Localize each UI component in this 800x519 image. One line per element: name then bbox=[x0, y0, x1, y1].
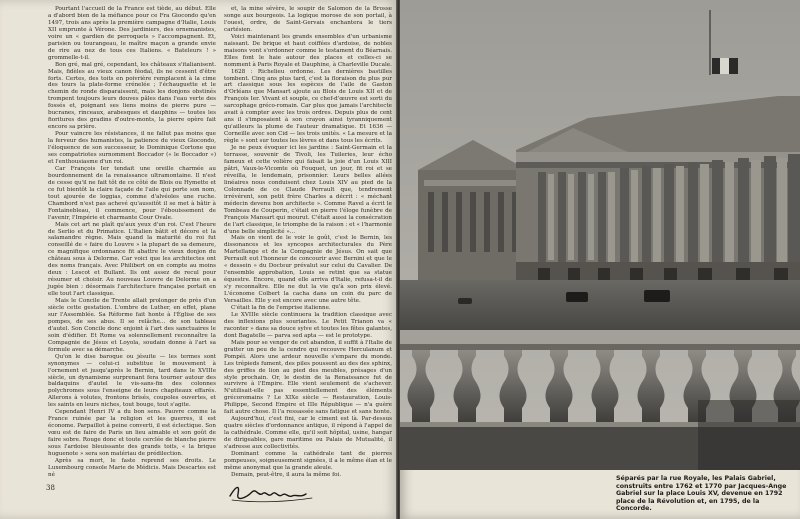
text-column-1 bbox=[48, 6, 216, 478]
left-text-page bbox=[0, 0, 398, 519]
column-2-paragraph: Mais on vient de le voir le goût, c'est le Bernin, les dissonances et les syncopes architecturales du Père Martellange et de la Compagnie de Jésus. On sait que Perrault eut l'honneur de concourir avec Bernini et que le « dessein » du Docteur prévalut sur celui du Cavalier. De l'ensemble approbation, Louis se retint que sa statue équestre. Encore, quand elle arriva d'Italie, refusa-t-il de s'y reconnaître. Elle ne dut la vie qu'à son prix élevé. L'économe Colbert la cacha dans un coin du parc de Versailles. Elle y est encore avec une autre tête. bbox=[224, 235, 392, 305]
spine-gutter bbox=[396, 0, 400, 519]
column-2-paragraph: Dominant comme la cathédrale tant de pierres pompeuses, soigneusement signées, il a le même élan et le même anonymat que la grande aïeule. bbox=[224, 451, 392, 471]
text-column-2 bbox=[224, 6, 392, 478]
column-2-paragraph: et, la mine sévère, le soupir de Salomon de la Brosse songe aux bourgeois. La logique morose de son portail, à l'ouest, ordre, de Saint-Gervais enchantera le tiers cartésien. bbox=[224, 6, 392, 33]
column-1-paragraph: Qu'on le dise baroque ou jésuite — les termes sont synonymes — celui-ci substitue le mouvement à l'ornement et jusqu'après le Bernin, tard dans le XVIIIe siècle, un dynamisme surprenant fera tourner autour des baldaquins d'autel le vis-sans-fin des colonnes polychromes sous l'enseigne de leurs chapiteaux effarés. Allerons à volutes, frontons brisés, coupoles ouvertes, et les saints en leurs niches, tout bouge, tout s'agite. bbox=[48, 353, 216, 409]
photo-caption: Séparés par la rue Royale, les Palais Gabriel, construits entre 1762 et 1770 par Jacques-Ange Gabriel sur la place Louis XV, devenue en 1792 place de la Révolution et, en 1795, de la Concorde. bbox=[616, 475, 787, 512]
column-1-paragraph: Après sa mort, le faste reprend ses droits. Le Luxembourg console Marie de Médicis. Mais Descartes est né bbox=[48, 457, 216, 478]
column-1-paragraph: Cependant Henri IV a du bon sens. Pauvre comme la France ruinée par la religion et les guerres, il est économe. Parpaillot à peine converti, il est éclectique. Son vœu est de faire de Paris un lieu aimable et son goût de faire sobre. Rouge donc et toute cerclée de blanche pierre sous l'ardoise bleuissante des grands toits, « la brique huguenote » sera son matériau de prédilection. bbox=[48, 409, 216, 457]
column-1-paragraph: Mais cet art ne plaît qu'aux yeux d'un roi. C'est l'heure de Serlio et du Primatice. L'Italien bâtit et décore et la salamandre règne. Mais quand la maturité du roi fut conseillé de « faire du Louvre » la plupart de sa demeure, ce magnifique ordonnance fit abattre le vieux donjon du château sous à Delorme. Car voici que les architectes ont des noms français. Avec Philibert on en compte au moins deux : Lescot et Bullant. Ils ont assez de recul pour résumer et choisir. Au nouveau Louvre de Delorme on a jugée bien : désormais l'architecture française portait en elle tout l'art classique. bbox=[48, 221, 216, 298]
column-2-paragraph: Je ne peux évoquer ici les jardins : Saint-Germain et la terrasse, souvenir de Tivoli, les Tuileries, leur écho fameux et cette volière qui faisait la joie d'un Louis XIII pâtri, Vaux-le-Vicomte où Fouquet, un jour, fit roi et se réveilla, le lendemain, prisonnier. Leurs belles allées linéaires nous conduisent chez Louis XIV au pied de la Colonnade de ce Claude Perrault que, tendrement irrévérent, son petit frère Charles a décrit : « méchant médecin devenu bon architecte ». Comme Ravel a écrit le Tombeau de Couperin, c'était en pierre l'éloge funèbre de François Mansart qui mourut. C'était aussi la consécration de l'art classique, le triomphe de la raison : et « l'harmonie d'une belle simplicité »... bbox=[224, 145, 392, 235]
column-2-paragraph: Mais pour se venger de cet abandon, il suffit à l'Italie de gratter un peu de la cendre qui recouvre Herculanum et Pompéi. Alors une ardeur nouvelle s'empare du monde. Les trépieds fument, des piles poussent au des des sphinx, des griffes de lion au pied des meubles, présages d'un style prochain. Or, le destin de la Renaissance fut de survivre à l'Empire. Elle vient seulement de s'achever. N'utilisait-elle pas essentiellement des éléments grécoromains ? Le XIXe siècle — Restauration, Louis-Philippe, Second Empire et IIIe République — n'a guère fait autre chose. Il l'a ressassée sans fatigue et sans honte. bbox=[224, 339, 392, 416]
column-1-paragraph: Car François Ier tendait une oreille charmée au bourdonnement de la renaissance ultramontaine. Il n'est de cesse qu'il ne fait tôt de ce côté de Blois ou Hymette et ce fut bientôt la claire façade de l'aile qui porte son nom, tout ajourée de loggias, comme d'alvéoles une ruche. Chambord n'est pas achevé qu'aussitôt il se met à bâtir à Fontainebleau, il commence, pour l'ébouissement de l'avenir, l'Impérie et charmante Cour Ovale. bbox=[48, 165, 216, 221]
column-2-paragraph: Aujourd'hui, c'est fini, car le ciment est là. Par-dessus quatre siècles d'ordonnance antique, il répond à l'appel de la cathédrale. Comme elle, qu'il soit hôpital, usine, hangar de dirigeables, gare maritime ou Palais de Mutualité, il s'adresse aux collectivités. bbox=[224, 416, 392, 451]
photo-credit: Photo Boulenc bbox=[766, 465, 792, 469]
column-1-paragraph: Pour vaincre les résistances, il ne fallut pas moins que la ferveur des humanistes, la patience du vieux Giocondo, l'éloquence de son successeur, le Dominique Cortone que ses compatriotes surnomment Boccador (« le Boccador ») et l'enthousiasme d'un roi. bbox=[48, 131, 216, 165]
column-2-paragraph: Demain, peut-être, il aura la même foi. bbox=[231, 471, 342, 478]
author-signature bbox=[226, 476, 316, 508]
column-2-paragraph: C'était la fin de l'emprise italienne. bbox=[231, 304, 331, 311]
column-1-paragraph: Mais le Concile de Trente allait prolonger de près d'un siècle cette gestation. L'ombre de Luther, en effet, plane sur l'Assemblée. Sa Réforme fait honte à l'Église de ses pompes, de ses abus. Il se relâche... de son tableau d'autel. Son Concile donc enjoint à l'art des sanctuaires le soin d'édifier. Et Rome va solennellement reconnaître la Compagnie de Jésus et Loyola, soudain donne à l'art sa formule avec sa démarche. bbox=[48, 298, 216, 353]
column-2-paragraph: Voici maintenant les grands ensembles d'un urbanisme naissant. De brique et haut coiffées d'ardoise, de nobles maisons vont s'ordonner comme le testament du Béarnais. Elles font le haie autour des places et celles-ci se nomment à Paris Royale et Dauphine, à Charleville Ducale. bbox=[224, 33, 392, 68]
column-1-paragraph: Bon gré, mal gré, cependant, les châteaux s'italianisent. Mais, fidèles au vieux canon féodal, ils ne cessent d'être forts. Certes, des toits en poivrière remplacent à la cime des tours la plate-forme crénelée ; l'échauguette et le chemin de ronde disparaissent, mais les donjons obstinés trompent toujours leurs douves pâles dans l'eau verte des fossés et, poignant ses liens moins de pierre pure — bucranes, rinceaux, arabesques et dauphins — toutes les fioritures des gradins d'outre-monts, la pierre opère fait encore sa prière. bbox=[48, 61, 216, 131]
photo-place-de-la-concorde bbox=[398, 0, 800, 470]
page-number: 38 bbox=[46, 484, 55, 492]
column-2-paragraph: 1628 : Richelieu ordonne. Les dernières bastilles tombent. Cinq ans plus tard, c'est la floraison du plus pur art classique sous les espèces de l'aile de Gaston d'Orléans que Mansart ajoute au Blois de Louis XII et de François Ier. Vivant et souple, ce chef-d'œuvre est sorti du sarcophage gréco-romain. Car plus que jamais l'architecte avait à compter avec les trois ordres. Depuis plus de cent ans il s'imposaient à son crayon ainsi tyranniquement qu'ailleurs la plume de l'auteur dramatique. Et 1636 — Corneille avec son Cid — les trois unités. « La mesure et la règle » sont sur toutes les lèvres et dans tous les écrits. bbox=[224, 68, 392, 145]
column-1-paragraph: Pourtant l'accueil de la France est tiède, au début. Elle a d'abord bien de la méfiance pour ce Fra Giocondo qu'en 1497, trois ans après la première campagne d'Italie, Louis XII emprunte à Vérone. Des jardiniers, des ornemanistes, voire un « gardien de perroquets » l'accompagnent. Et, parisien ou tourangeau, le maître maçon a grande envie de rire au nez de tous ces Italiens. « Bateleurs ! » grommelle-t-il. bbox=[48, 6, 216, 61]
column-2-paragraph: Le XVIIIe siècle continuera la tradition classique avec des inflexions plus souriantes. Le Petit Trianon va « raconter » dans sa douce sylve et toutes les fêtes galantes, dont Bagatelle — parva sed apta — est le prototype. bbox=[224, 311, 392, 339]
right-photo-page bbox=[398, 0, 800, 519]
